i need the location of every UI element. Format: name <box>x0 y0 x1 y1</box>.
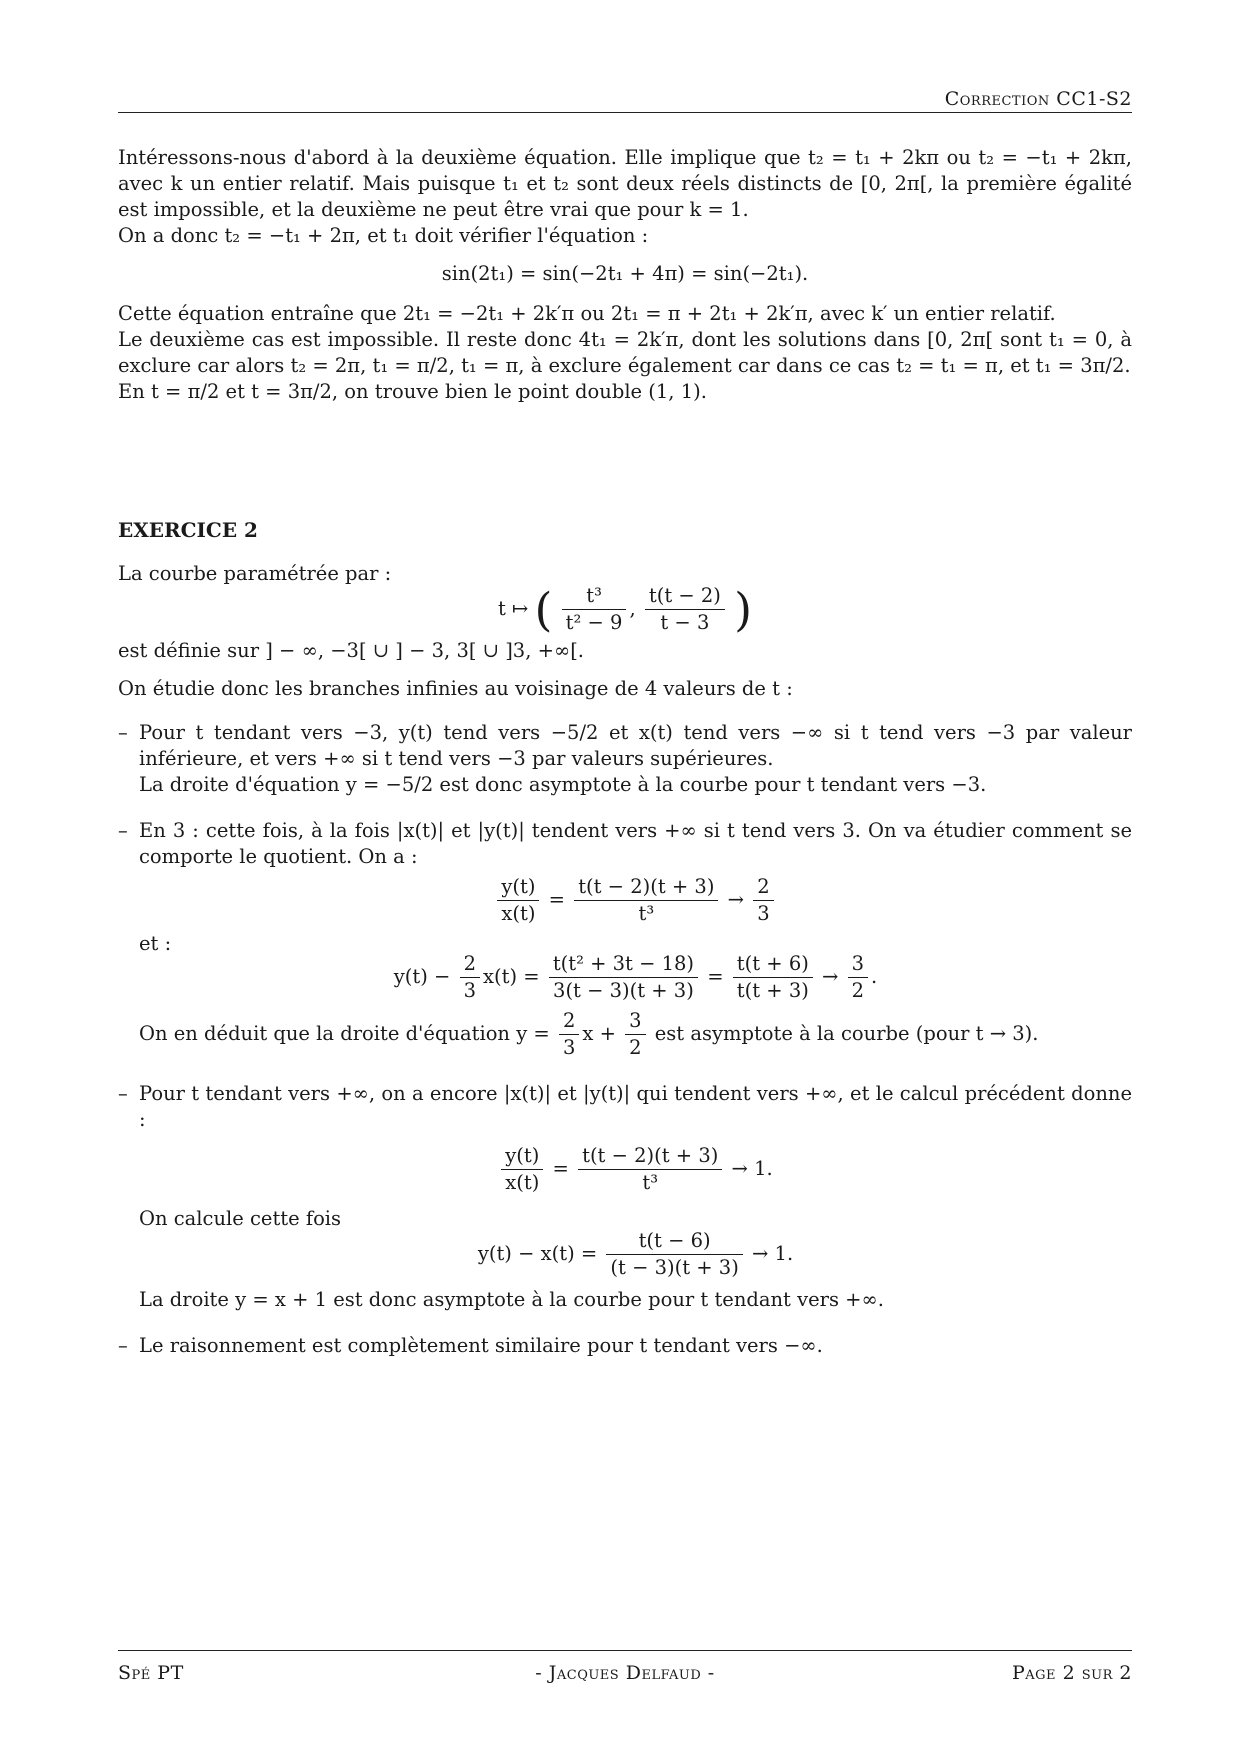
item-conclusion: La droite y = x + 1 est donc asymptote à la courbe pour t tendant vers +∞. <box>139 1288 884 1311</box>
fraction: $\frac{2}{3}$ <box>753 874 773 927</box>
paragraph: Intéressons-nous d'abord à la deuxième équation. Elle implique que t₂ = t₁ + 2kπ ou t₂ = −t₁ + 2kπ, avec k un entier relatif. Mais puisque t₁ et t₂ sont deux réels distincts de [0, 2π[, la première égalité est impossible, et la deuxième ne peut être vrai que pour k = 1. <box>118 146 1132 221</box>
header-rule <box>118 112 1132 113</box>
fraction: $\frac{2}{3}$ <box>460 951 480 1004</box>
item-text: – Pour t tendant vers −3, y(t) tend vers −5/2 et x(t) tend vers −∞ si t tend vers −3 par valeur inférieure, et vers +∞ si t tend vers −3 par valeurs supérieures. <box>139 721 1132 770</box>
paragraph: En t = π/2 et t = 3π/2, on trouve bien le point double (1, 1). <box>118 380 707 403</box>
item-conclusion: La droite d'équation y = −5/2 est donc asymptote à la courbe pour t tendant vers −3. <box>139 773 987 796</box>
equation: $\frac{y(t)}{x(t)}$ = $\frac{t(t - 2)(t + 3)}{\text{t³}}$ → 1. <box>139 1143 1132 1196</box>
footer-rule <box>118 1650 1132 1651</box>
list-item <box>118 818 1132 1061</box>
equation: $\frac{y(t)}{x(t)}$ = $\frac{t(t - 2)(t + 3)}{\text{t³}}$ → $\frac{2}{3}$ <box>139 874 1132 927</box>
paragraph: La courbe paramétrée par : <box>118 562 392 585</box>
paragraph: Le deuxième cas est impossible. Il reste donc 4t₁ = 2k′π, dont les solutions dans [0, 2π[ sont t₁ = 0, à exclure car alors t₂ = 2π, t₁ = π/2, t₁ = π, à exclure également car dans ce cas t₂ = t₁ = π, et t₁ = 3π/2. <box>118 328 1132 377</box>
item-conclusion: On en déduit que la droite d'équation y = $\frac{2}{3}$ x + $\frac{3}{2}$ est asymptote à la courbe (pour t → 3). <box>139 1009 1039 1059</box>
equation: y(t) − $\frac{2}{3}$ x(t) = $\frac{\text{t(t² + 3t − 18)}}{3(t - 3)(t + 3)}$ = $\frac{t(t + 6)}{t(t + 3)}$ → $\frac{3}{2}$ . <box>393 952 878 1002</box>
document-page <box>118 0 1132 1754</box>
fraction: $\frac{2}{3}$ <box>559 1008 579 1061</box>
paragraph: On étudie donc les branches infinies au voisinage de 4 valeurs de t : <box>118 677 793 700</box>
item-text: – Pour t tendant vers +∞, on a encore |x(t)| et |y(t)| qui tendent vers +∞, et le calcul précédent donne : <box>139 1082 1132 1131</box>
equation: sin(2t₁) = sin(−2t₁ + 4π) = sin(−2t₁). <box>441 262 809 285</box>
item-text: et : <box>139 932 172 955</box>
fraction: $\frac{y(t)}{x(t)}$ <box>501 1143 543 1196</box>
fraction: $\frac{3}{2}$ <box>848 951 868 1004</box>
fraction: $\frac{t(t - 2)(t + 3)}{\text{t³}}$ <box>574 874 718 927</box>
item-text: On calcule cette fois <box>139 1207 342 1230</box>
param-equation: t ↦ ( $\frac{\text{t³}}{\text{t² − 9}}$ , $\frac{t(t - 2)}{t - 3}$ ) <box>497 582 753 637</box>
item-text: – En 3 : cette fois, à la fois |x(t)| et |y(t)| tendent vers +∞ si t tend vers 3. On va étudier comment se comporte le quotient. On a : <box>139 819 1132 868</box>
section-title: EXERCICE 2 <box>118 518 258 542</box>
list-item <box>118 1081 1132 1313</box>
fraction: $\frac{3}{2}$ <box>625 1008 645 1061</box>
fraction: $\frac{t(t - 2)}{t - 3}$ <box>645 583 725 636</box>
paragraph: est définie sur ] − ∞, −3[ ∪ ] − 3, 3[ ∪ ]3, +∞[. <box>118 639 585 662</box>
case-list <box>118 720 1132 1359</box>
fraction: $\frac{\text{t(t² + 3t − 18)}}{3(t - 3)(t + 3)}$ <box>549 951 698 1004</box>
fraction: $\frac{t(t - 2)(t + 3)}{\text{t³}}$ <box>578 1143 722 1196</box>
footer-page-number: Page 2 sur 2 <box>1012 1662 1132 1684</box>
footer-left: Spé PT <box>118 1662 184 1684</box>
footer-author: - Jacques Delfaud - <box>535 1662 715 1684</box>
fraction: $\frac{\text{t³}}{\text{t² − 9}}$ <box>562 583 627 636</box>
fraction: $\frac{y(t)}{x(t)}$ <box>497 874 539 927</box>
fraction: $\frac{t(t + 6)}{t(t + 3)}$ <box>733 951 813 1004</box>
list-item <box>118 720 1132 798</box>
paragraph: Cette équation entraîne que 2t₁ = −2t₁ + 2k′π ou 2t₁ = π + 2t₁ + 2k′π, avec k′ un entier relatif. <box>118 302 1056 325</box>
list-item <box>118 1333 1132 1359</box>
equation: y(t) − x(t) = $\frac{t(t - 6)}{(t - 3)(t + 3)}$ → 1. <box>477 1229 794 1279</box>
header-title: Correction CC1-S2 <box>944 88 1132 110</box>
fraction: $\frac{t(t - 6)}{(t - 3)(t + 3)}$ <box>606 1228 742 1281</box>
item-text: – Le raisonnement est complètement similaire pour t tendant vers −∞. <box>139 1334 823 1357</box>
document-body <box>118 145 1132 1379</box>
paragraph: On a donc t₂ = −t₁ + 2π, et t₁ doit vérifier l'équation : <box>118 224 649 247</box>
